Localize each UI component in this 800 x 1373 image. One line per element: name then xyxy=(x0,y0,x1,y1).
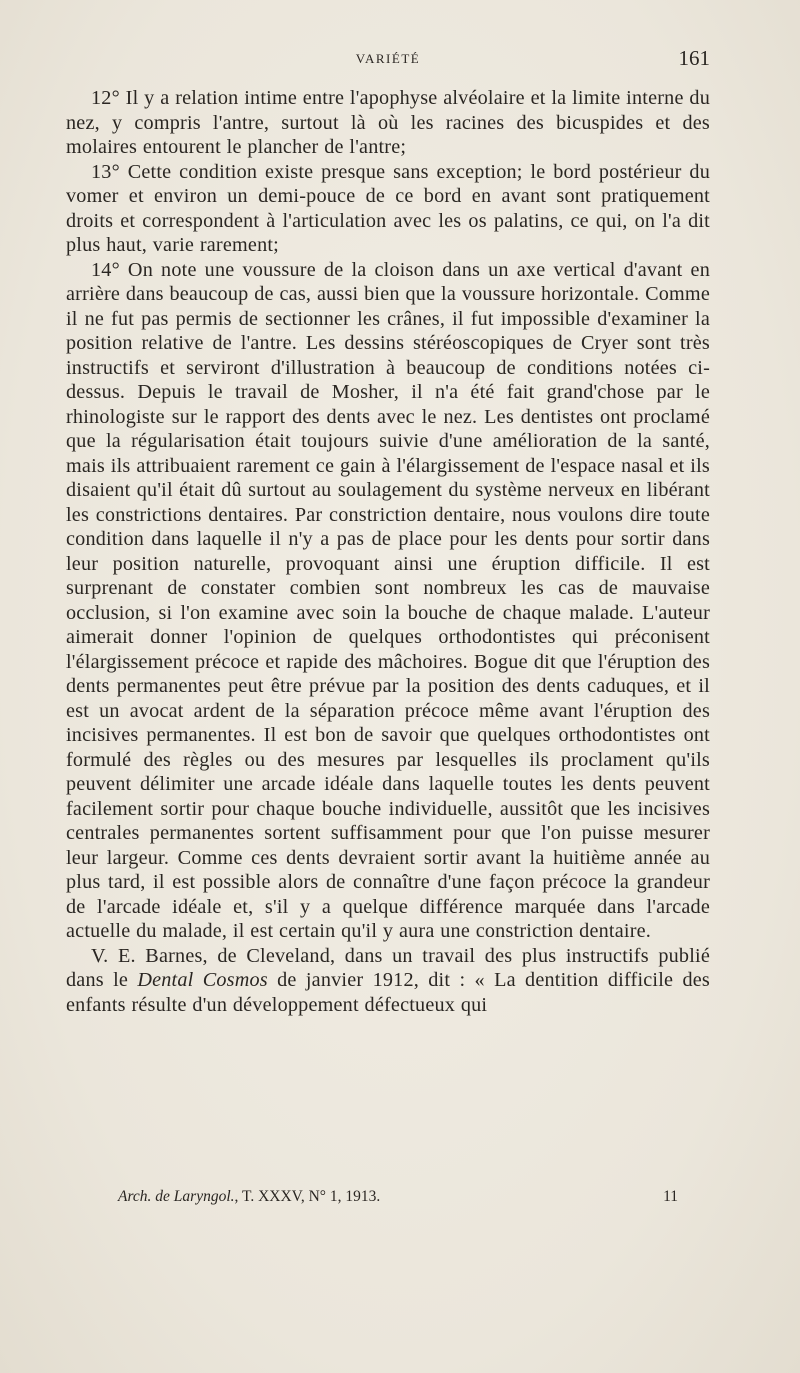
paragraph-barnes xyxy=(66,944,710,1018)
paragraph-12: 12° Il y a relation intime entre l'apophyse alvéolaire et la limite interne du nez, y compris l'antre, surtout là où les racines des bicuspides et des molaires entourent le plancher de l'antre; xyxy=(66,87,710,158)
page-number: 161 xyxy=(678,46,710,70)
journal-volume: , T. XXXV, N° 1, 1913. xyxy=(234,1188,381,1205)
dental-cosmos-title: Dental Cosmos xyxy=(137,969,268,991)
paragraph-14: 14° On note une voussure de la cloison dans un axe vertical d'avant en arrière dans beaucoup de cas, aussi bien que la voussure horizontale. Comme il ne fut pas permis de sectionner les crânes, il fut impossible d'examiner la position relative de l'antre. Les dessins stéréoscopiques de Cryer sont très instructifs et serviront d'illustration à beaucoup de conditions notées ci-dessus. Depuis le travail de Mosher, il n'a été fait grand'chose par le rhinologiste sur le rapport des dents avec le nez. Les dentistes ont proclamé que la régularisation était toujours suivie d'une amélioration de la santé, mais ils attribuaient rarement ce gain à l'élargissement de l'espace nasal et ils disaient qu'il était dû surtout au soulagement du système nerveux en libérant les constrictions dentaires. Par constriction dentaire, nous voulons dire toute condition dans laquelle il n'y a pas de place pour les dents pour sortir dans leur position naturelle, provoquant ainsi une éruption difficile. Il est surprenant de constater combien sont nombreux les cas de mauvaise occlusion, si l'on examine avec soin la bouche de chaque malade. L'auteur aimerait donner l'opinion de quelques orthodontistes qui préconisent l'élargissement précoce et rapide des mâchoires. Bogue dit que l'éruption des dents permanentes peut être prévue par la position des dents caduques, et il est un avocat ardent de la séparation précoce même avant l'éruption des incisives permanentes. Il est bon de savoir que quelques orthodontistes ont formulé des règles ou des mesures par lesquelles ils proclament qu'ils peuvent délimiter une arcade idéale dans laquelle toutes les dents peuvent facilement sortir pour chaque bouche individuelle, aussitôt que les incisives centrales permanentes sortent suffisamment pour que l'on puisse mesurer leur largeur. Comme ces dents devraient sortir avant la huitième année au plus tard, il est possible alors de connaître d'une façon précoce la grandeur de l'arcade idéale et, s'il y a quelque différence marquée dans l'arcade actuelle du malade, il est certain qu'il y aura une constriction dentaire. xyxy=(66,258,710,942)
page-footer xyxy=(118,1188,678,1212)
running-title: VARIÉTÉ xyxy=(355,51,421,66)
signature-mark: 11 xyxy=(663,1188,678,1205)
running-head xyxy=(66,46,710,70)
barnes-text-start: V. E. Barnes, de Cleveland, dans un travail des plus instructifs publié dans le xyxy=(66,944,710,991)
footer-citation xyxy=(118,1188,380,1206)
journal-name: Arch. de Laryngol. xyxy=(118,1188,235,1205)
barnes-text-end: de janvier 1912, dit : « La dentition difficile des enfants résulte d'un développement défectueux qui xyxy=(66,969,710,1016)
body-text xyxy=(66,86,710,1017)
paragraph-13: 13° Cette condition existe presque sans exception; le bord postérieur du vomer et environ un demi-pouce de ce bord en avant sont pratiquement droits et correspondent à l'articulation avec les os palatins, ce qui, on l'a dit plus haut, varie rarement; xyxy=(66,160,710,256)
